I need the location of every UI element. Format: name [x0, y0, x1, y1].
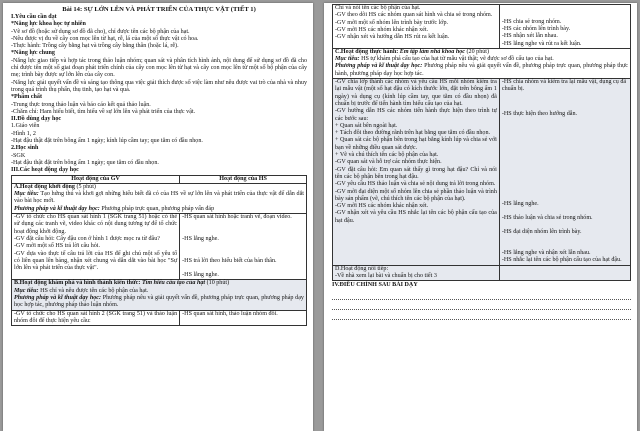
section-2-heading: II.Đồ dùng dạy học	[11, 116, 62, 123]
natural-science-heading: *Năng lực khoa học tự nhiên	[11, 21, 86, 28]
section-3-heading: III.Các hoạt động dạy học	[11, 167, 79, 174]
teacher-step: + Quan sát các bộ phận bên trong hạt bằng kính lúp và chia sẻ với bạn về những điều quan sát được.	[335, 137, 497, 151]
teacher-step: -GV dựa vào thực tế câu trả lời của HS để ghi chú một số yêu tố có liên quan lên bảng, nhận xét chung và dẫn dắt vào bài học "Sự lớn lên và phát triển của thực vật".	[14, 250, 178, 272]
student-step: -HS thực hiện theo hướng dẫn.	[501, 111, 578, 118]
teacher-step: -GV đặt câu hỏi: Cây đậu con ở hình 1 được mọc ra từ đâu?	[14, 235, 160, 242]
student-step: -HS nhận xét lẫn nhau.	[501, 33, 558, 40]
qualities-heading: *Phẩm chất	[11, 94, 42, 101]
teacher-column-header: Hoạt động của GV	[12, 175, 180, 183]
student-step: -HS lắng nghe.	[182, 236, 219, 243]
student-materials-line: -SGK	[11, 152, 26, 159]
teacher-materials-heading: 1.Giáo viên	[11, 123, 40, 130]
activity-b-student-cell: -HS quan sát hình, thảo luận nhóm đôi.	[180, 310, 307, 326]
student-step: -HS nhắc lại tên các bộ phận cấu tạo của hạt đậu.	[501, 257, 622, 264]
lesson-title: Bài 14: SỰ LỚN LÊN VÀ PHÁT TRIỂN CỦA THỰC VẬT (TIẾT 1)	[62, 6, 256, 13]
general-competence-line: -Năng lực giao tiếp và hợp tác trong thảo luận nhóm; quan sát và phân tích hình ảnh, nội dung để sử dụng sơ đồ đã cho chỉ được tên một số giai đoạn phát triển chính của cây con mọc lên từ hạt và cây con mọc lên từ một số bộ phận của cây mẹ; trình bày được sự lớn lên của cây con.	[11, 57, 307, 79]
section-4-heading: IV.ĐIỀU CHỈNH SAU BÀI DẠY	[332, 282, 418, 289]
teacher-step: -GV yêu cầu HS thảo luận và chia sẻ nội dung trả lời trong nhóm.	[335, 181, 496, 188]
teacher-step: -GV mời HS các nhóm khác nhận xét.	[335, 26, 429, 33]
teacher-materials-line: -Hình 1, 2	[11, 130, 36, 137]
notes-line	[332, 310, 631, 320]
general-competence-line: -Năng lực giải quyết vấn đề và sáng tạo thông qua việc giải thích được số việc làm như nêu được vai trò của nhà và nhuy trong quá trình thụ phấn, thụ tinh, tạo hạt và quả.	[11, 79, 307, 93]
teacher-step: -GV theo dõi HS các nhóm quan sát hình và chia sẻ trong nhóm.	[335, 12, 493, 19]
activity-d-cell	[333, 265, 500, 281]
student-materials-line: -Hạt đậu thật đặt trên bông ẩm 1 ngày; que tăm có đầu nhọn.	[11, 159, 159, 166]
teacher-step: -GV tổ chức cho HS quan sát hình 1 (SGK trang 51) hoặc có thể sử dụng các tranh vẽ, video khác có nội dung tương tự để tổ chức hoạt động khởi động.	[14, 214, 178, 235]
natural-science-line: -Vẽ sơ đồ (hoặc sử dụng sơ đồ đã cho), chỉ được tên các bộ phận của hạt.	[11, 28, 190, 35]
activity-b-student-cell-continued	[499, 5, 630, 49]
activity-a-teacher-cell	[12, 214, 180, 280]
activity-a-header: A.Hoạt động khởi động (5 phút) Mục tiêu: Tạo hứng thú và khơi gợi những hiểu biết đã có của HS về sự lớn lên và phát triển của thực vật để dẫn dắt vào bài học mới. Phương pháp và kĩ thuật dạy học: Phương pháp trực quan, phương pháp vấn đáp	[12, 183, 307, 213]
activity-b-teacher-cell-continued	[333, 5, 500, 49]
activity-d-heading: D.Hoạt động nối tiếp:	[335, 265, 389, 272]
activity-c-teacher-cell	[333, 79, 500, 266]
student-step: -HS thảo luận và chia sẻ trong nhóm.	[501, 215, 593, 222]
student-step: -HS chia sẻ trong nhóm.	[501, 19, 562, 25]
student-step: -HS lắng nghe và rút ra kết luận.	[501, 40, 582, 47]
qualities-line: -Chăm chỉ: Ham hiểu biết, tìm hiểu về sự lớn lên và phát triển của thực vật.	[11, 108, 196, 115]
activities-table-continued	[332, 4, 631, 281]
document-page-right	[324, 3, 637, 431]
student-step: -HS trả lời theo hiểu biết của bản thân.	[182, 258, 277, 265]
teacher-step: -GV nhận xét và hướng dẫn HS rút ra kết luận.	[335, 34, 450, 41]
teacher-step: + Tách đôi theo đường rãnh trên hạt bằng que tăm có đầu nhọn.	[335, 130, 491, 137]
section-1-heading: I.Yêu cầu cần đạt	[11, 14, 57, 20]
teacher-step: + Vẽ và chú thích tên các bộ phận của hạt.	[335, 152, 439, 159]
teacher-step: -GV đặt câu hỏi: Em quan sát thấy gì trong hạt đậu? Chỉ và nói tên các bộ phận bên trong hạt đậu.	[335, 166, 497, 180]
teacher-step: -GV mời đại diện một số nhóm lên chia sẻ phần thảo luận và trình bày sản phẩm (vẽ, chú thích tên các bộ phận của hạt).	[335, 188, 497, 202]
student-step: -HS chia nhóm và kiểm tra lại mẫu vật, dụng cụ đã chuẩn bị.	[501, 79, 627, 93]
notes-line	[332, 300, 631, 310]
activity-a-student-cell	[180, 214, 307, 280]
student-step: -HS lắng nghe và nhận xét lẫn nhau.	[501, 250, 591, 257]
natural-science-line: -Nêu được vị đu về cây con mọc lên từ hạt, rễ, lá của một số thực vật có hoa.	[11, 35, 199, 42]
teacher-step: -GV chia lớp thành các nhóm và yêu cầu HS mỗi nhóm kiểm tra lại mẫu vật (một số hạt đậu có kích thước lớn, đặt trên bông ẩm 1 ngày) và dụng cụ (kính lúp cầm tay, que tăm có đầu nhọn) đã chuẩn bị trước để tiến hành tìm hiểu cấu tạo của hạt.	[335, 79, 497, 107]
student-column-header: Hoạt động của HS	[180, 175, 307, 183]
teacher-step: -GV mời một số nhóm lên trình bày trước lớp.	[335, 19, 449, 26]
activity-d-student-cell	[499, 265, 630, 281]
document-page-left	[3, 3, 313, 431]
activities-table	[11, 175, 307, 327]
qualities-line: -Trung thực trong thảo luận và báo cáo kết quả thảo luận.	[11, 101, 151, 108]
teacher-materials-line: -Hạt đậu thật đặt trên bông ẩm 1 ngày; kính lúp cầm tay; que tăm có đầu nhọn.	[11, 138, 203, 145]
activity-b-teacher-cell: -GV tổ chức cho HS quan sát hình 2 (SGK trang 51) và thảo luận nhóm đôi để thực hiện yêu cầu:	[12, 310, 180, 326]
teacher-step: -GV mời một số HS trả lời câu hỏi.	[14, 243, 101, 250]
notes-line	[332, 290, 631, 300]
student-materials-heading: 2.Học sinh	[11, 145, 39, 152]
teacher-step: -GV hướng dẫn HS các nhóm tiến hành thực hiện theo trình tự các bước sau:	[335, 108, 497, 122]
teacher-step: + Quan sát bên ngoài hạt.	[335, 122, 398, 129]
activity-c-header: C.Hoạt động thực hành: Em tập làm nhà khoa học (20 phút) Mục tiêu: HS tự khám phá cấu tạo của hạt từ mẫu vật thật; vẽ được sơ đồ cấu tạo của hạt. Phương pháp và kĩ thuật dạy học: Phương pháp nêu và giải quyết vấn đề, phương pháp trực quan, phương pháp thực hành, phương pháp dạy học hợp tác.	[333, 48, 631, 78]
student-step: -HS đại diện nhóm lên trình bày.	[501, 229, 582, 236]
natural-science-line: -Thực hành: Trồng cây bằng hạt và trồng cây bằng thân (hoặc lá, rễ).	[11, 43, 179, 50]
teacher-step: -GV mời HS các nhóm khác nhận xét.	[335, 203, 429, 210]
activity-d-text: -Về nhà xem lại bài và chuẩn bị cho tiết 3	[335, 272, 437, 279]
student-step: -HS quan sát hình hoặc tranh vẽ, đoạn video.	[182, 214, 292, 221]
activity-b-header: B.Hoạt động khám phá và hình thành kiến thức: Tìm hiểu cấu tạo của hạt (10 phút) Mục tiêu: HS chỉ và nêu được tên các bộ phận của hạt. Phương pháp và kĩ thuật dạy học: Phương pháp nêu và giải quyết vấn đề, phương pháp trực quan, phương pháp dạy học hợp tác, phương pháp thảo luận nhóm.	[12, 280, 307, 310]
general-competence-heading: *Năng lực chung	[11, 50, 55, 57]
student-step: -HS các nhóm lên trình bày.	[501, 26, 571, 32]
teacher-step: -GV nhận xét và yêu cầu HS nhắc lại tên các bộ phận cấu tạo của hạt đậu.	[335, 210, 497, 224]
student-step: -HS lắng nghe.	[501, 201, 539, 208]
teacher-step: Chỉ và nói tên các bộ phận của hạt.	[335, 5, 421, 11]
teacher-step: -GV quan sát và hỗ trợ các nhóm thực hiện.	[335, 159, 442, 166]
activity-c-student-cell	[499, 79, 630, 266]
student-step: -HS lắng nghe.	[182, 272, 219, 279]
